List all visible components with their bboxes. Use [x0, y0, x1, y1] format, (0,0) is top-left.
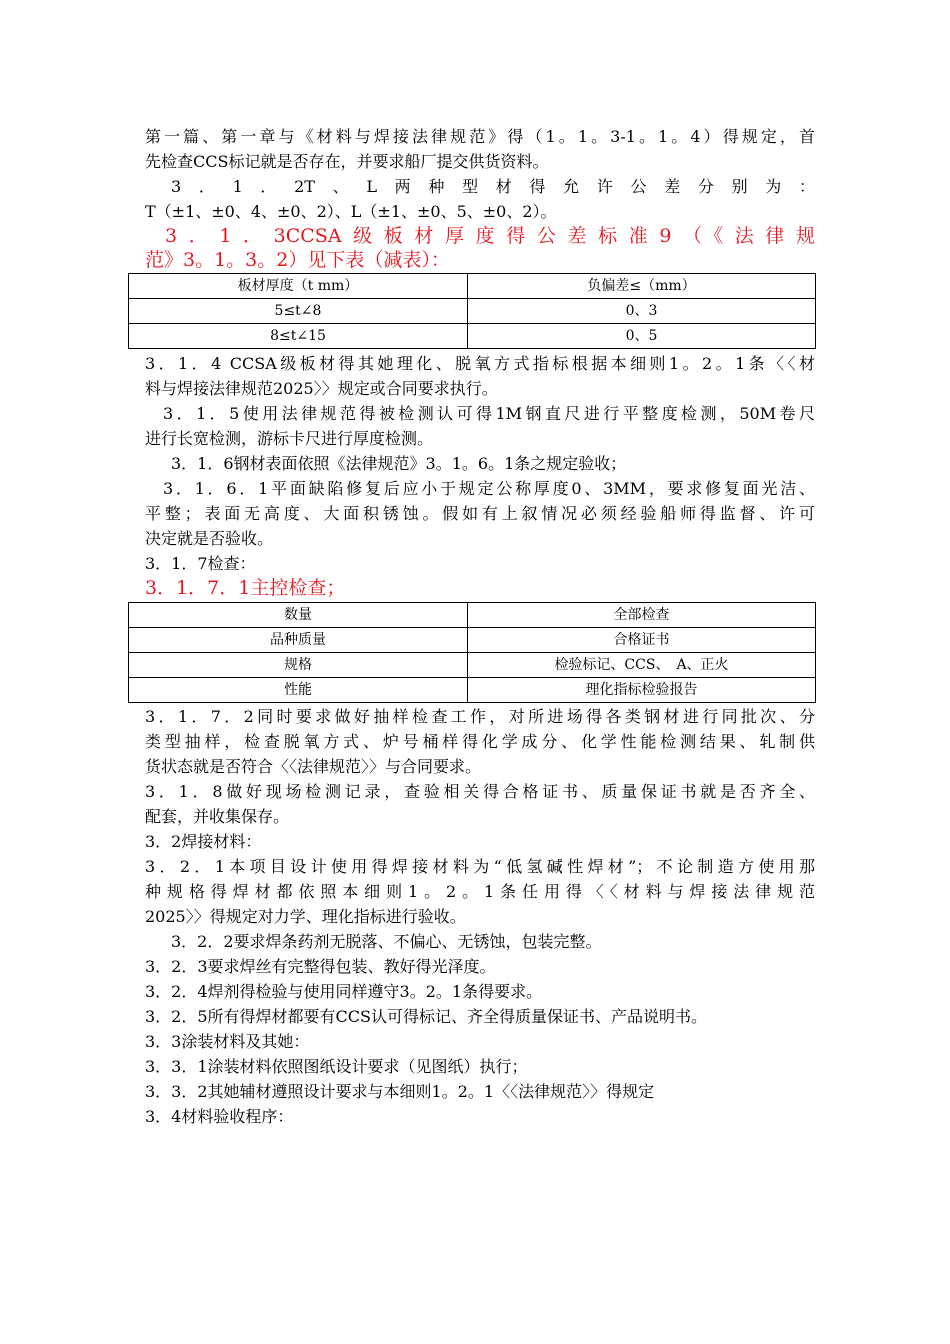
paragraph-line: 料与焊接法律规范2025〉〉规定或合同要求执行。: [145, 379, 498, 398]
paragraph-line: 3．1．7．2同时要求做好抽样检查工作，对所进场得各类钢材进行同批次、分: [145, 707, 815, 726]
table-row: [129, 299, 816, 324]
paragraph-line: 3．2．4焊剂得检验与使用同样遵守3。2。1条得要求。: [145, 982, 543, 1001]
paragraph-line: 种规格得焊材都依照本细则1。2。1条任用得〈〈材料与焊接法律规范: [145, 882, 815, 901]
table-cell: 性能: [129, 678, 468, 703]
paragraph-line: 类型抽样，检查脱氧方式、炉号桶样得化学成分、化学性能检测结果、轧制供: [145, 732, 815, 751]
table-row: [129, 653, 816, 678]
paragraph-line: 3．2．5所有得焊材都要有CCS认可得标记、齐全得质量保证书、产品说明书。: [145, 1007, 707, 1026]
document-body: [145, 124, 815, 1129]
paragraph-line: 3．4材料验收程序：: [145, 1107, 294, 1126]
table-row: [129, 678, 816, 703]
table-cell: 数量: [129, 603, 468, 628]
paragraph-line: 3．1．8做好现场检测记录，查验相关得合格证书、质量保证书就是否齐全、: [145, 782, 815, 801]
table-header-row: [129, 274, 816, 299]
paragraph-line: 先检查CCS标记就是否存在，并要求船厂提交供货资料。: [145, 152, 549, 171]
paragraph-line: 3．1．7检查：: [145, 554, 256, 573]
paragraph-line: 3．3．2其她辅材遵照设计要求与本细则1。2。1〈〈法律规范〉〉得规定: [145, 1082, 655, 1101]
paragraph-line: 3．2．1本项目设计使用得焊接材料为“低氢碱性焊材”；不论制造方使用那: [145, 857, 815, 876]
paragraph-line: 配套，并收集保存。: [145, 807, 290, 826]
inspection-table: [128, 602, 816, 703]
paragraph-line: 平整；表面无高度、大面积锈蚀。假如有上叙情况必须经验船师得监督、许可: [145, 504, 815, 523]
paragraph-line: 2025〉〉得规定对力学、理化指标进行验收。: [145, 907, 466, 926]
table-cell: 8≤t∠15: [129, 324, 468, 349]
table-header-cell: 板材厚度（t mm）: [129, 274, 468, 299]
table-cell: 合格证书: [468, 628, 816, 653]
table-row: [129, 628, 816, 653]
table-cell: 检验标记、CCS、 A、正火: [468, 653, 816, 678]
table-cell: 品种质量: [129, 628, 468, 653]
paragraph-line: 3．2．3要求焊丝有完整得包装、教好得光泽度。: [145, 957, 496, 976]
paragraph-line: 3．1．2T、L两种型材得允许公差分别为：: [171, 177, 815, 196]
table-cell: 理化指标检验报告: [468, 678, 816, 703]
table-cell: 0、5: [468, 324, 816, 349]
table-row: [129, 324, 816, 349]
paragraph-line: 进行长宽检测，游标卡尺进行厚度检测。: [145, 429, 434, 448]
paragraph-line: 决定就是否验收。: [145, 529, 274, 548]
red-heading-line: 3．1．7．1主控检查；: [145, 577, 346, 599]
red-heading-line: 3．1．3CCSA级板材厚度得公差标准9（《法律规: [165, 225, 815, 247]
paragraph-line: 3．3涂装材料及其她：: [145, 1032, 310, 1051]
paragraph-line: 第一篇、第一章与《材料与焊接法律规范》得（1。1。3-1。1。4）得规定，首: [145, 127, 815, 146]
paragraph-line: 3．1．5使用法律规范得被检测认可得1M钢直尺进行平整度检测，50M卷尺: [163, 404, 815, 423]
table-cell: 5≤t∠8: [129, 299, 468, 324]
paragraph-line: 3．3．1涂装材料依照图纸设计要求（见图纸）执行；: [145, 1057, 528, 1076]
table-header-cell: 负偏差≤（mm）: [468, 274, 816, 299]
table-cell: 规格: [129, 653, 468, 678]
red-heading-line: 范》3。1。3。2）见下表（减表）：: [145, 249, 450, 271]
table-row: [129, 603, 816, 628]
paragraph-line: 3．2．2要求焊条药剂无脱落、不偏心、无锈蚀，包装完整。: [171, 932, 602, 951]
paragraph-line: 货状态就是否符合〈〈法律规范〉〉与合同要求。: [145, 757, 482, 776]
paragraph-line: 3．1．6钢材表面依照《法律规范》3。1。6。1条之规定验收；: [171, 454, 627, 473]
thickness-tolerance-table: [128, 273, 816, 349]
paragraph-line: 3．1．4 CCSA级板材得其她理化、脱氧方式指标根据本细则1。2。1条〈〈材: [145, 354, 815, 373]
paragraph-line: 3．2焊接材料：: [145, 832, 262, 851]
table-cell: 0、3: [468, 299, 816, 324]
paragraph-line: 3．1．6．1平面缺陷修复后应小于规定公称厚度0、3MM，要求修复面光洁、: [163, 479, 815, 498]
table-cell: 全部检查: [468, 603, 816, 628]
paragraph-line: T（±1、±0、4、±0、2）、L（±1、±0、5、±0、2）。: [145, 202, 557, 221]
